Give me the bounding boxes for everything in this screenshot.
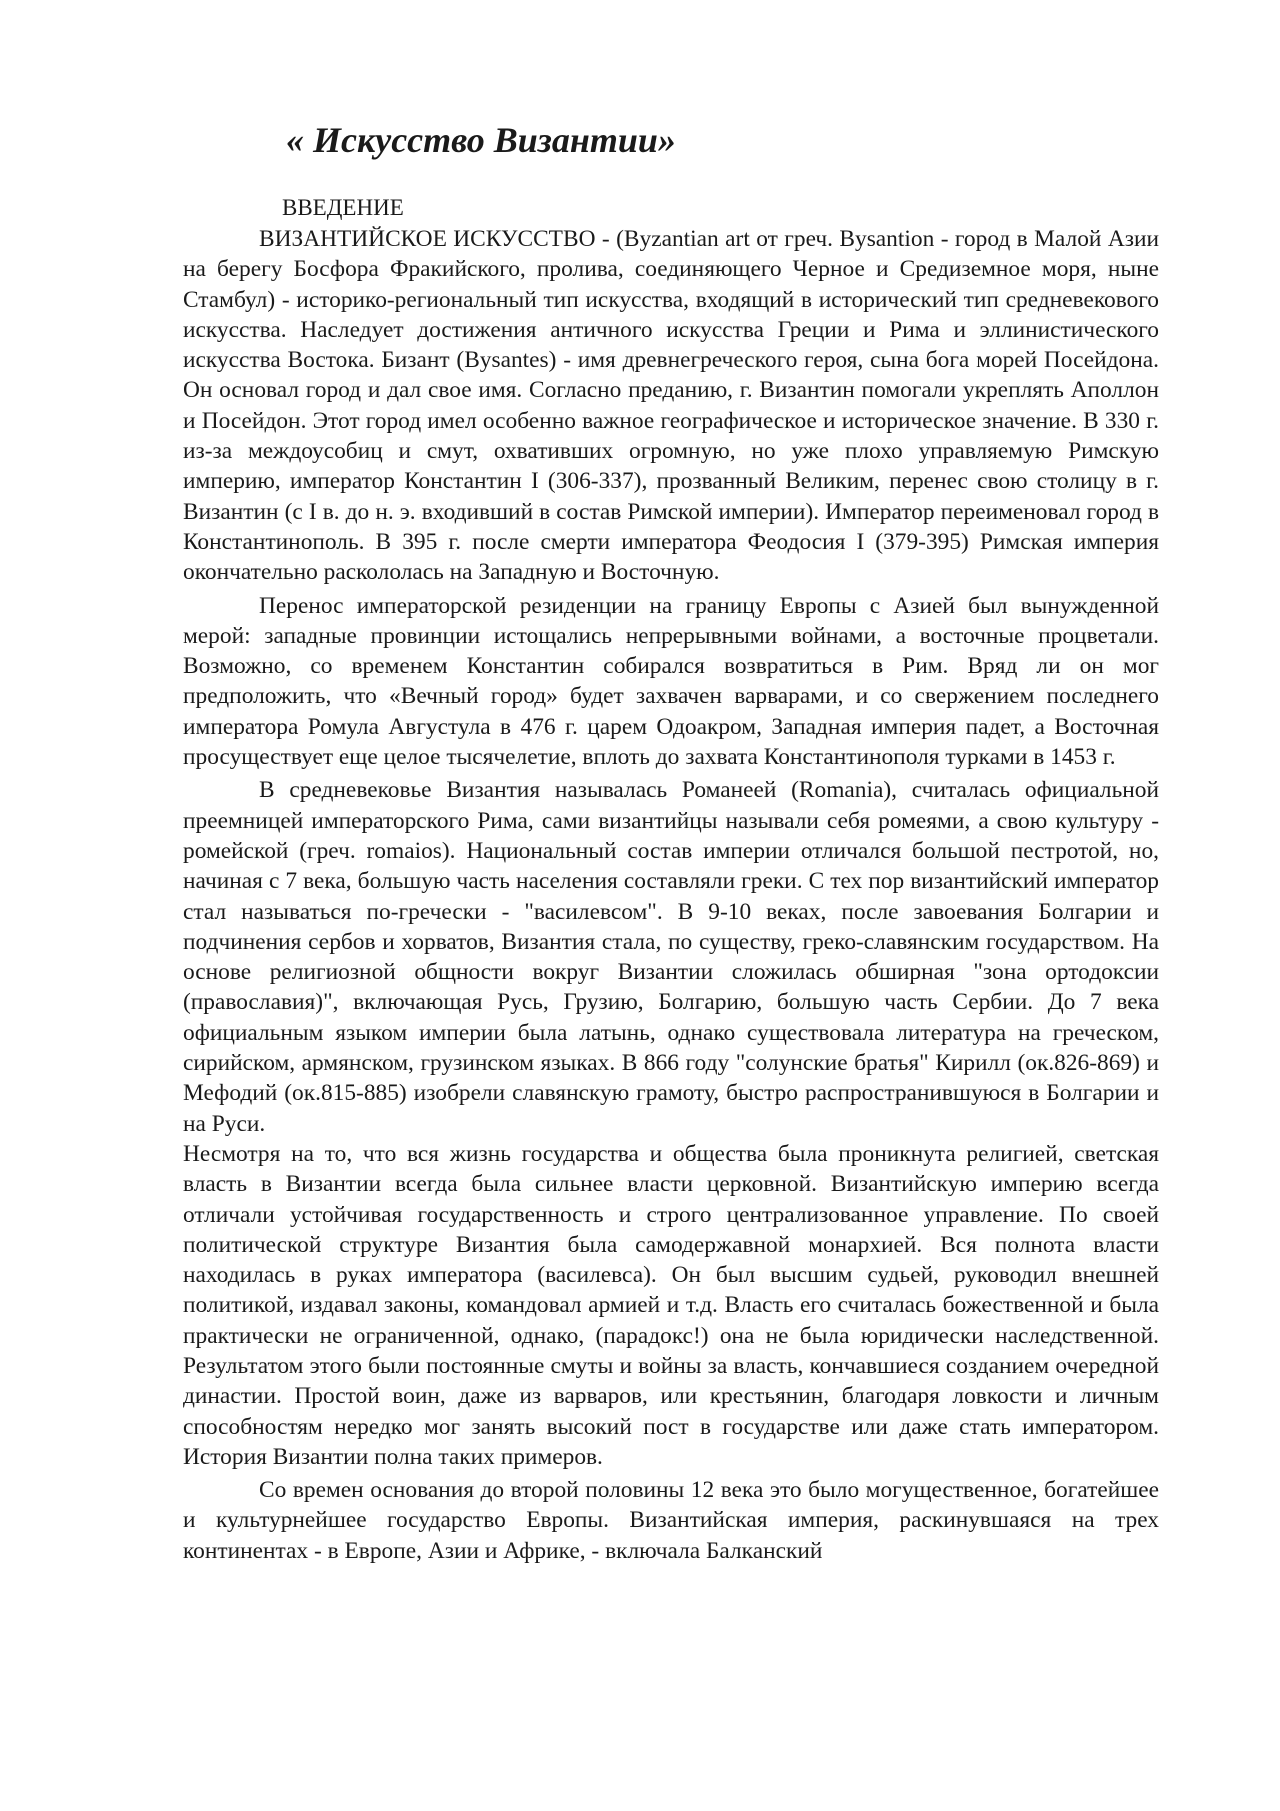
document-title: « Искусство Византии» — [286, 120, 676, 160]
paragraph-medieval-byzantium: В средневековье Византия называлась Романеей (Romania), считалась официальной преемницей императорского Рима, сами византийцы называли себя ромеями, а свою культуру - ромейской (греч. romaios). Национальный состав империи отличался большой пестротой, но, начиная с 7 века, большую часть населения составляли греки. С тех пор византийский император стал называться по-гречески - "василевсом". В 9-10 веках, после завоевания Болгарии и подчинения сербов и хорватов, Византия стала, по существу, греко-славянским государством. На основе религиозной общности вокруг Византии сложилась обширная "зона ортодоксии (православия)", включающая Русь, Грузию, Болгарию, большую часть Сербии. До 7 века официальным языком империи была латынь, однако существовала литература на греческом, сирийском, армянском, грузинском языках. В 866 году "солунские братья" Кирилл (ок.826-869) и Мефодий (ок.815-885) изобрели славянскую грамоту, быстро распространившуюся в Болгарии и на Руси. — [183, 777, 1159, 1137]
section-heading: ВВЕДЕНИЕ — [282, 195, 404, 220]
paragraph-definition: ВИЗАНТИЙСКОЕ ИСКУССТВО - (Byzantian art от греч. Bysantion - город в Малой Азии на берегу Босфора Фракийского, пролива, соединяющего Черное и Средиземное моря, ныне Стамбул) - историко-региональный тип искусства, входящий в исторический тип средневекового искусства. Наследует достижения античного искусства Греции и Рима и эллинистического искусства Востока. Бизант (Bysantes) - имя древнегреческого героя, сына бога морей Посейдона. Он основал город и дал свое имя. Согласно преданию, г. Византин помогали укреплять Аполлон и Посейдон. Этот город имел особенно важное географическое и историческое значение. В 330 г. из-за междоусобиц и смут, охвативших огромную, но уже плохо управляемую Римскую империю, император Константин I (306-337), прозванный Великим, перенес свою столицу в г. Византин (с I в. до н. э. входивший в состав Римской империи). Император переименовал город в Константинополь. В 395 г. после смерти императора Феодосия I (379-395) Римская империя окончательно раскололась на Западную и Восточную. — [183, 226, 1159, 586]
document-body — [183, 224, 1159, 1566]
paragraph-golden-age: Со времен основания до второй половины 12 века это было могущественное, богатейшее и культурнейшее государство Европы. Византийская империя, раскинувшаяся на трех континентах - в Европе, Азии и Африке, - включала Балканский — [183, 1477, 1159, 1564]
paragraph-secular-power: Несмотря на то, что вся жизнь государства и общества была проникнута религией, светская власть в Византии всегда была сильнее власти церковной. Византийскую империю всегда отличали устойчивая государственность и строго централизованное управление. По своей политической структуре Византия была самодержавной монархией. Вся полнота власти находилась в руках императора (василевса). Он был высшим судьей, руководил внешней политикой, издавал законы, командовал армией и т.д. Власть его считалась божественной и была практически не ограниченной, однако, (парадокс!) она не была юридически наследственной. Результатом этого были постоянные смуты и войны за власть, кончавшиеся созданием очередной династии. Простой воин, даже из варваров, или крестьянин, благодаря ловкости и личным способностям нередко мог занять высокий пост в государстве или даже стать императором. История Византии полна таких примеров. — [183, 1140, 1159, 1470]
paragraph-residence-transfer: Перенос императорской резиденции на границу Европы с Азией был вынужденной мерой: западные провинции истощались непрерывными войнами, а восточные процветали. Возможно, со временем Константин собирался возвратиться в Рим. Вряд ли он мог предположить, что «Вечный город» будет захвачен варварами, и со свержением последнего императора Ромула Августула в 476 г. царем Одоакром, Западная империя падет, а Восточная просуществует еще целое тысячелетие, вплоть до захвата Константинополя турками в 1453 г. — [183, 592, 1159, 771]
